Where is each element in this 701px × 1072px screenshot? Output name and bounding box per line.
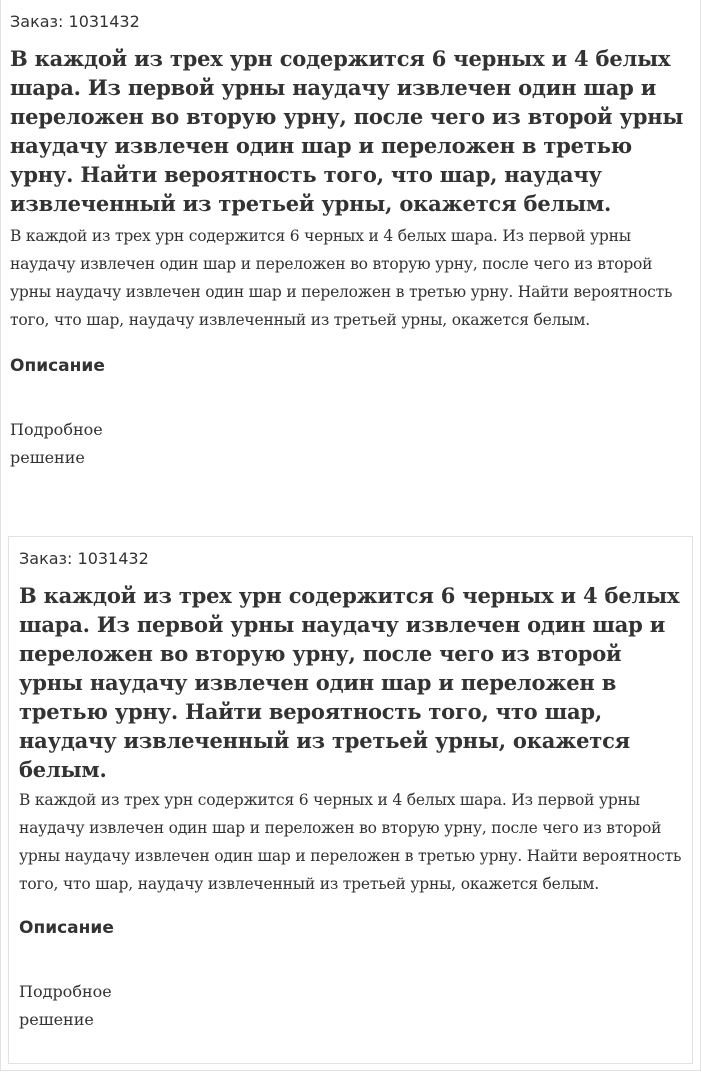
order-card-duplicate (8, 536, 693, 1064)
description-heading: Описание (19, 918, 114, 938)
detailed-solution-label: Подробное решение (10, 420, 103, 467)
detailed-solution-label: Подробное решение (19, 982, 112, 1029)
order-number: Заказ: 1031432 (10, 12, 140, 31)
order-card-primary (0, 0, 701, 472)
order-number: Заказ: 1031432 (19, 549, 149, 568)
problem-text: В каждой из трех урн содержится 6 черных и 4 белых шара. Из первой урны наудачу извлечен один шар и переложен во вторую урну, после чего из второй урны наудачу извлечен один шар и переложен в третью урну. Найти вероятность того, что шар, наудачу извлеченный из третьей урны, окажется белым. (10, 227, 673, 329)
problem-text: В каждой из трех урн содержится 6 черных и 4 белых шара. Из первой урны наудачу извлечен один шар и переложен во вторую урну, после чего из второй урны наудачу извлечен один шар и переложен в третью урну. Найти вероятность того, что шар, наудачу извлеченный из третьей урны, окажется белым. (19, 791, 682, 893)
problem-title: В каждой из трех урн содержится 6 черных и 4 белых шара. Из первой урны наудачу извлечен один шар и переложен во вторую урну, после чего из второй урны наудачу извлечен один шар и переложен в третью урну. Найти вероятность того, что шар, наудачу извлеченный из третьей урны, окажется белым. (10, 46, 684, 216)
description-heading: Описание (10, 356, 105, 376)
problem-title: В каждой из трех урн содержится 6 черных и 4 белых шара. Из первой урны наудачу извлечен один шар и переложен во вторую урну, после чего из второй урны наудачу извлечен один шар и переложен в третью урну. Найти вероятность того, что шар, наудачу извлеченный из третьей урны, окажется белым. (19, 583, 680, 782)
